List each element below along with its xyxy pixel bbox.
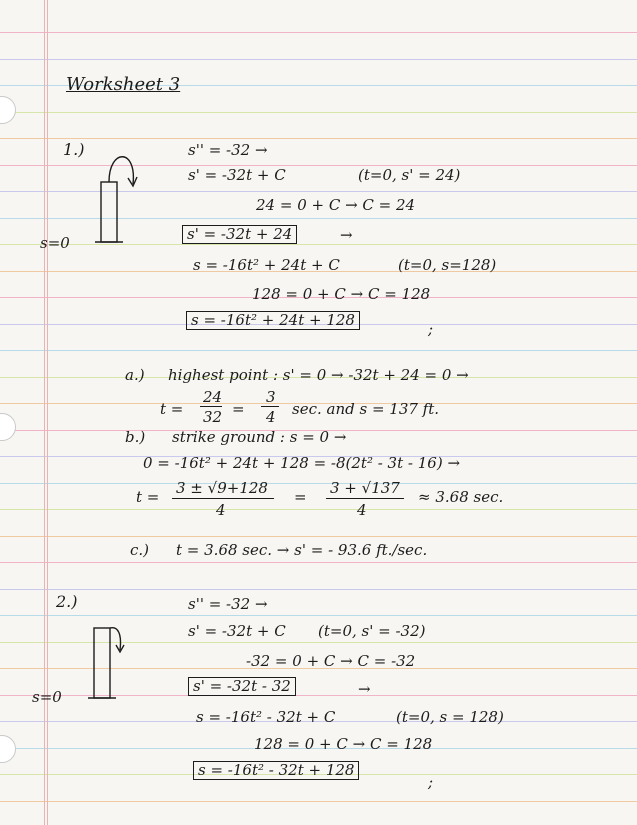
problem-2-number: 2.) (56, 592, 78, 611)
fraction-denominator: 32 (203, 408, 223, 426)
ruled-line (0, 509, 637, 510)
ruled-line (0, 615, 637, 616)
fraction-numerator: 24 (203, 388, 223, 406)
part-b-line: 0 = -16t² + 24t + 128 = -8(2t² - 3t - 16) → (143, 454, 461, 472)
part-b-label: b.) (125, 428, 146, 446)
initial-condition: (t=0, s' = 24) (358, 166, 461, 184)
fraction-denominator: 4 (216, 501, 226, 519)
part-b-t: t = (136, 488, 160, 506)
binder-hole (0, 96, 16, 124)
part-a-line: highest point : s' = 0 → -32t + 24 = 0 → (168, 366, 469, 384)
fraction-numerator: 3 (266, 388, 276, 406)
initial-condition: (t=0, s=128) (398, 256, 497, 274)
ruled-line (0, 801, 637, 802)
fraction-bar (200, 406, 222, 407)
boxed-result: s = -16t² - 32t + 128 (193, 761, 359, 780)
ruled-line (0, 32, 637, 33)
equation-line: s' = -32t + C (188, 622, 286, 640)
ruled-line (0, 562, 637, 563)
part-a-label: a.) (125, 366, 145, 384)
fraction-denominator: 4 (357, 501, 367, 519)
equation-line: s' = -32t + C (188, 166, 286, 184)
equation-line: 128 = 0 + C → C = 128 (254, 735, 433, 753)
ground-label-2: s=0 (32, 688, 62, 706)
equation-line: s'' = -32 → (188, 595, 268, 613)
equation-line: s'' = -32 → (188, 141, 268, 159)
fraction-bar (261, 406, 279, 407)
part-c-label: c.) (130, 541, 150, 559)
fraction-bar (172, 498, 274, 499)
fraction-numerator: 3 ± √9+128 (176, 479, 268, 497)
equals-sign: = (294, 488, 307, 506)
problem-1-number: 1.) (63, 140, 85, 159)
worksheet-title: Worksheet 3 (66, 74, 181, 95)
tower-diagram-1 (95, 148, 155, 248)
binder-hole (0, 413, 16, 441)
fraction-bar (326, 498, 404, 499)
semicolon: ; (428, 320, 434, 338)
ground-label-1: s=0 (40, 234, 70, 252)
ruled-line (0, 483, 637, 484)
equation-line: -32 = 0 + C → C = -32 (246, 652, 416, 670)
part-a-result: sec. and s = 137 ft. (292, 400, 440, 418)
initial-condition: (t=0, s' = -32) (318, 622, 426, 640)
boxed-result: s = -16t² + 24t + 128 (186, 311, 360, 330)
equation-line: s = -16t² - 32t + C (196, 708, 336, 726)
ruled-line (0, 112, 637, 113)
equation-line: s = -16t² + 24t + C (193, 256, 340, 274)
approx-result: ≈ 3.68 sec. (418, 488, 504, 506)
arrow: → (340, 226, 353, 244)
semicolon: ; (428, 773, 434, 791)
fraction-denominator: 4 (266, 408, 276, 426)
equals-sign: = (232, 400, 245, 418)
part-b-line: strike ground : s = 0 → (172, 428, 347, 446)
arrow: → (358, 680, 371, 698)
ruled-line (0, 59, 637, 60)
fraction-numerator: 3 + √137 (330, 479, 400, 497)
ruled-line (0, 536, 637, 537)
boxed-result: s' = -32t - 32 (188, 677, 296, 696)
binder-hole (0, 735, 16, 763)
equation-line: 128 = 0 + C → C = 128 (252, 285, 431, 303)
ruled-line (0, 350, 637, 351)
equation-line: 24 = 0 + C → C = 24 (256, 196, 416, 214)
initial-condition: (t=0, s = 128) (396, 708, 504, 726)
tower-diagram-2 (88, 622, 138, 702)
ruled-line (0, 138, 637, 139)
ruled-line (0, 589, 637, 590)
part-c-line: t = 3.68 sec. → s' = - 93.6 ft./sec. (176, 541, 428, 559)
boxed-result: s' = -32t + 24 (182, 225, 297, 244)
part-a-t: t = (160, 400, 184, 418)
